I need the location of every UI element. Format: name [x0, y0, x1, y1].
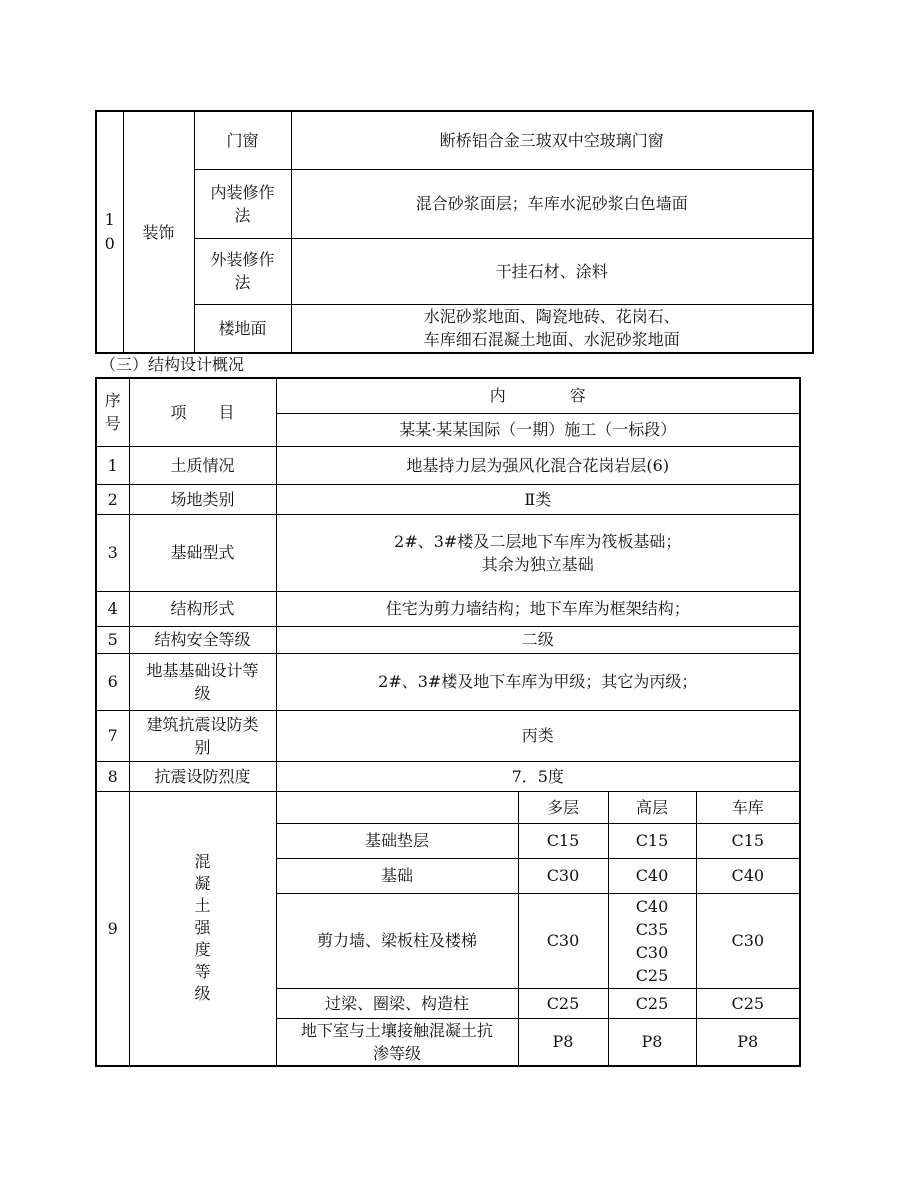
- item-label: 外装修作 法: [194, 238, 291, 304]
- grade-multi: C15: [518, 823, 608, 858]
- row-content: Ⅱ类: [276, 484, 800, 514]
- row-number-10: 1 0: [96, 111, 123, 353]
- grade-multi: C25: [518, 988, 608, 1018]
- grade-multi: C30: [518, 858, 608, 893]
- concrete-row-name: 基础垫层: [276, 823, 518, 858]
- row-item: 抗震设防烈度: [129, 761, 276, 791]
- row-item: 地基基础设计等 级: [129, 653, 276, 710]
- row-content: 2#、3#楼及地下车库为甲级；其它为丙级；: [276, 653, 800, 710]
- row-no: 3: [96, 514, 129, 591]
- grade-high: C15: [608, 823, 696, 858]
- grade-high: C40: [608, 858, 696, 893]
- item-label: 楼地面: [194, 304, 291, 353]
- concrete-row-name: 地下室与土壤接触混凝土抗 渗等级: [276, 1018, 518, 1066]
- grade-high: C40 C35 C30 C25: [608, 893, 696, 988]
- concrete-header-blank: [276, 791, 518, 823]
- row-no: 1: [96, 446, 129, 484]
- grade-garage: C40: [696, 858, 800, 893]
- row-content: 7．5度: [276, 761, 800, 791]
- row-item: 土质情况: [129, 446, 276, 484]
- item-value: 水泥砂浆地面、陶瓷地砖、花岗石、 车库细石混凝土地面、水泥砂浆地面: [291, 304, 813, 353]
- item-value: 混合砂浆面层；车库水泥砂浆白色墙面: [291, 169, 813, 238]
- concrete-row-name: 过梁、圈梁、构造柱: [276, 988, 518, 1018]
- concrete-row-name: 基础: [276, 858, 518, 893]
- row-content: 二级: [276, 626, 800, 653]
- grade-multi: C30: [518, 893, 608, 988]
- col-header-multi: 多层: [518, 791, 608, 823]
- grade-multi: P8: [518, 1018, 608, 1066]
- grade-high: P8: [608, 1018, 696, 1066]
- concrete-row-name: 剪力墙、梁板柱及楼梯: [276, 893, 518, 988]
- row-no: 4: [96, 591, 129, 626]
- row-item: 场地类别: [129, 484, 276, 514]
- row-item: 基础型式: [129, 514, 276, 591]
- item-label: 门窗: [194, 111, 291, 169]
- grade-garage: P8: [696, 1018, 800, 1066]
- row-item: 结构安全等级: [129, 626, 276, 653]
- row-content: 2#、3#楼及二层地下车库为筏板基础； 其余为独立基础: [276, 514, 800, 591]
- row-no: 9: [96, 791, 129, 1066]
- row-content: 住宅为剪力墙结构；地下车库为框架结构；: [276, 591, 800, 626]
- item-value: 断桥铝合金三玻双中空玻璃门窗: [291, 111, 813, 169]
- item-value: 干挂石材、涂料: [291, 238, 813, 304]
- grade-garage: C15: [696, 823, 800, 858]
- row-no: 5: [96, 626, 129, 653]
- row-no: 6: [96, 653, 129, 710]
- row-content: 丙类: [276, 710, 800, 761]
- structure-table: [95, 377, 801, 1067]
- row-item: 建筑抗震设防类 别: [129, 710, 276, 761]
- row-content: 地基持力层为强风化混合花岗岩层(6): [276, 446, 800, 484]
- section-title: （三）结构设计概况: [100, 355, 245, 374]
- decoration-table: [95, 110, 814, 354]
- row-no: 2: [96, 484, 129, 514]
- concrete-grade-label: 混 凝 土 强 度 等 级: [129, 791, 276, 1066]
- grade-garage: C30: [696, 893, 800, 988]
- header-seq: 序 号: [96, 378, 129, 446]
- row-no: 8: [96, 761, 129, 791]
- row-no: 7: [96, 710, 129, 761]
- project-name: 某某·某某国际（一期）施工（一标段）: [276, 413, 800, 446]
- category-cell: 装饰: [123, 111, 194, 353]
- col-header-garage: 车库: [696, 791, 800, 823]
- header-content: 内 容: [276, 378, 800, 413]
- col-header-high: 高层: [608, 791, 696, 823]
- item-label: 内装修作 法: [194, 169, 291, 238]
- header-item: 项 目: [129, 378, 276, 446]
- row-item: 结构形式: [129, 591, 276, 626]
- grade-garage: C25: [696, 988, 800, 1018]
- grade-high: C25: [608, 988, 696, 1018]
